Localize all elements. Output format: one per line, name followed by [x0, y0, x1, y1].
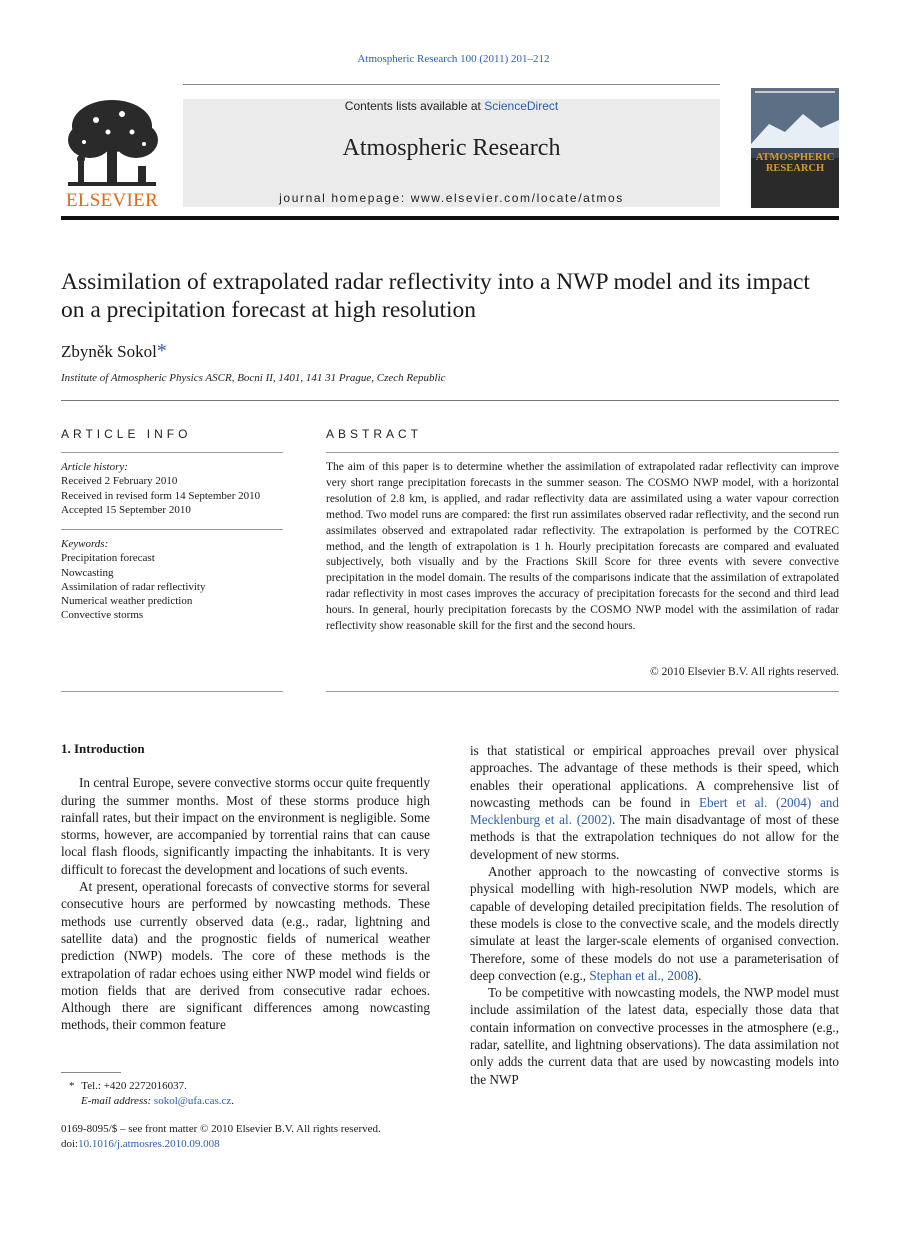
sciencedirect-link[interactable]: ScienceDirect	[484, 99, 559, 113]
cover-artwork	[751, 88, 839, 208]
author-name: Zbyněk Sokol	[61, 342, 157, 361]
paragraph: is that statistical or empirical approaches prevail over physical approaches. The advantage of these methods is their speed, which enables their operational applications. A comprehensive list of nowcasting methods can be found in Ebert et al. (2004) and Mecklenburg et al. (2002). The main disadvantage of most of these methods is that the extrapolation techniques do not allow for the development of new storms.	[470, 743, 839, 862]
paragraph: Another approach to the nowcasting of convective storms is physical modelling with high-resolution NWP models, which are capable of developing detailed precipitation fields. The resolution of these models is close to the convective scale, and the models directly simulate at least the larger-scale elements of organised convection. Therefore, some of these models do not use a parameterisation of deep convection (e.g., Stephan et al., 2008).	[470, 864, 839, 983]
author-line	[61, 340, 167, 363]
keyword-item: Convective storms	[61, 609, 144, 622]
reference-link-stephan[interactable]: Stephan et al., 2008	[589, 967, 694, 983]
article-info-heading: ARTICLE INFO	[61, 427, 192, 441]
front-matter-line: 0169-8095/$ – see front matter © 2010 Elsevier B.V. All rights reserved.	[61, 1123, 381, 1135]
keyword-item: Precipitation forecast	[61, 552, 155, 565]
body-column-left	[61, 740, 430, 1034]
history-label: Article history:	[61, 461, 128, 473]
keywords-label: Keywords:	[61, 538, 109, 550]
section-heading-introduction: 1. Introduction	[61, 741, 145, 756]
keyword-item: Nowcasting	[61, 566, 114, 579]
email-label: E-mail address:	[81, 1095, 154, 1107]
article-title: Assimilation of extrapolated radar reflectivity into a NWP model and its impact on a precipitation forecast at high resolution	[61, 269, 810, 323]
abstract-text: The aim of this paper is to determine whether the assimilation of extrapolated radar reflectivity can improve very short range precipitation forecasts in the summer season. The COSMO NWP model, with a horizontal resolution of 2.8 km, is applied, and radar reflectivity data are assimilated using a water vapour correction method. Two model runs are compared: the first run assimilates observed radar reflectivity, and the second run assimilates observed and extrapolated radar reflectivity. The extrapolation is performed by the COTREC method, and the length of extrapolation is 1 h. Hourly precipitation forecasts are compared and evaluated subjectively, both visually and by the Fractions Skill Score for three events with severe convective precipitation in the model domain. The results of the comparisons indicate that the assimilation of extrapolated radar reflectivity in most cases improves the accuracy of precipitation forecasts for the second and third lead hours. In general, hourly precipitation forecasts by the COSMO NWP model with the assimilation of radar reflectivity show reasonable skill for the first and the second hours.	[326, 461, 839, 633]
corresponding-author-mark[interactable]: *	[156, 340, 167, 362]
paragraph: In central Europe, severe convective storms occur quite frequently during the summer months. Most of these storms produce high rainfall rates, but their impact on the environment is negligible. Some storms, however, are accompanied by torrential rains that can cause local flash floods, significantly impacting the inhabitants. It is very difficult to forecast the development and locations of such events.	[61, 775, 430, 877]
abstract-copyright: © 2010 Elsevier B.V. All rights reserved.	[650, 666, 839, 678]
journal-cover-thumbnail	[751, 88, 839, 208]
doi-label: doi:	[61, 1138, 79, 1150]
journal-banner	[183, 99, 720, 207]
abstract-bottom-rule	[326, 691, 839, 692]
title-divider	[61, 400, 839, 401]
footnote-tel: Tel.: +420 2272016037.	[81, 1080, 187, 1092]
elsevier-wordmark: ELSEVIER	[65, 190, 159, 211]
article-history	[61, 460, 283, 517]
reference-link-ebert-mecklenburg[interactable]: Ebert et al. (2004) and Mecklenburg et al. (2002)	[470, 794, 839, 828]
paragraph: To be competitive with nowcasting models, the NWP model must include assimilation of the latest data, especially those data that contain information on convective processes in the atmosphere (e.g., radar, satellite, and lightning observations). The data assimilation not only adds the current data that are used by nowcasting models into the NWP	[470, 985, 839, 1087]
journal-citation[interactable]: Atmospheric Research 100 (2011) 201–212	[357, 53, 550, 65]
history-divider	[61, 529, 283, 530]
keyword-item: Assimilation of radar reflectivity	[61, 580, 206, 593]
history-item: Accepted 15 September 2010	[61, 503, 191, 516]
keyword-item: Numerical weather prediction	[61, 595, 193, 608]
contents-prefix: Contents lists available at	[344, 99, 485, 113]
cover-title: ATMOSPHERIC RESEARCH	[755, 152, 835, 174]
footnote-mark: *	[69, 1080, 75, 1092]
author-affiliation: Institute of Atmospheric Physics ASCR, Bocni II, 1401, 141 31 Prague, Czech Republic	[61, 372, 446, 384]
footnote: * Tel.: +420 2272016037. E-mail address: sokol@ufa.cas.cz.	[61, 1079, 234, 1109]
header-rule	[183, 84, 720, 85]
keywords-list	[61, 537, 283, 623]
doi-link[interactable]: 10.1016/j.atmosres.2010.09.008	[78, 1138, 220, 1150]
email-link[interactable]: sokol@ufa.cas.cz	[153, 1095, 232, 1107]
abstract-heading: ABSTRACT	[326, 427, 423, 441]
body-column-right	[470, 742, 839, 1088]
history-item: Received in revised form 14 September 2010	[61, 489, 261, 502]
journal-homepage[interactable]: journal homepage: www.elsevier.com/locate/atmos	[279, 191, 624, 205]
paragraph: At present, operational forecasts of convective storms for several consecutive hours are performed by nowcasting methods. These methods use currently observed data (e.g., radar, lightning and satellite data) and the prognostic fields of numerical weather prediction (NWP) models. The core of these methods is the extrapolation of radar echoes using either NWP model wind fields or motion fields that are derived from consecutive radar echoes. Although there are significant differences among nowcasting methods, their common feature	[61, 879, 430, 1033]
abstract-top-rule	[326, 452, 839, 453]
article-info-top-rule	[61, 452, 283, 453]
history-item: Received 2 February 2010	[61, 475, 178, 488]
journal-name: Atmospheric Research	[342, 135, 561, 161]
article-info-bottom-rule	[61, 691, 283, 692]
front-matter	[61, 1122, 381, 1152]
header-divider	[61, 216, 839, 220]
footnote-rule	[61, 1072, 121, 1073]
contents-line	[183, 99, 720, 113]
